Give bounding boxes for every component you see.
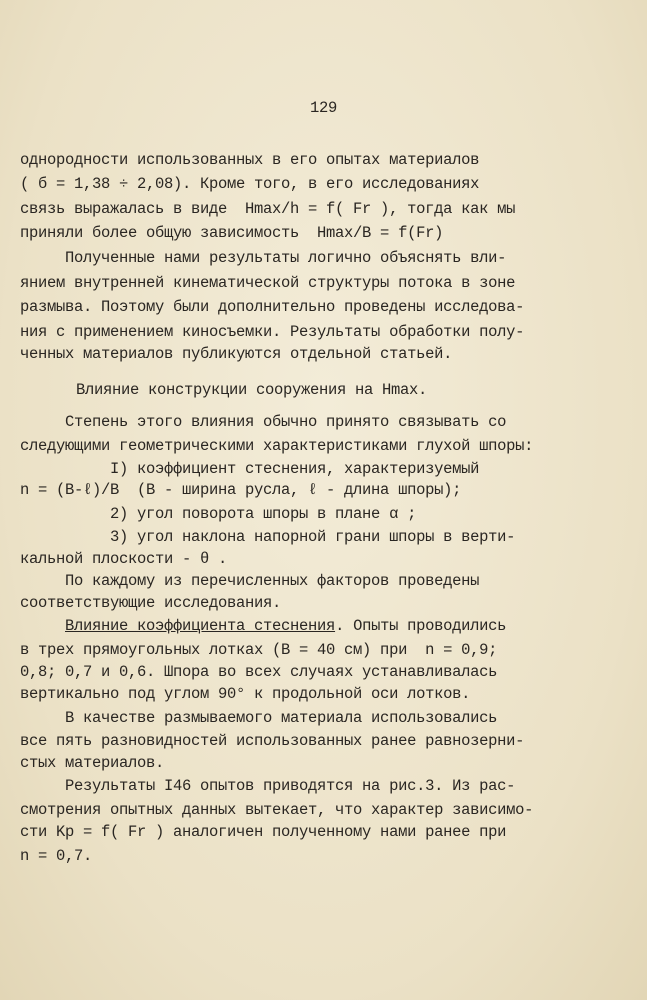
text-line: 0,8; 0,7 и 0,6. Шпора во всех случаях устанавливалась bbox=[20, 663, 498, 681]
text-line: янием внутренней кинематической структуры потока в зоне bbox=[20, 274, 516, 292]
text-line: По каждому из перечисленных факторов проведены bbox=[20, 572, 480, 590]
text-line: размыва. Поэтому были дополнительно проведены исследова- bbox=[20, 298, 525, 316]
text-line: все пять разновидностей использованных ранее равнозерни- bbox=[20, 732, 525, 750]
text-line: следующими геометрическими характеристиками глухой шпоры: bbox=[20, 437, 534, 455]
underlined-subheading: Влияние коэффициента стеснения bbox=[65, 617, 336, 635]
text-line: В качестве размываемого материала использовались bbox=[20, 709, 498, 727]
text-line: ния с применением киносъемки. Результаты обработки полу- bbox=[20, 323, 525, 341]
text-line: Полученные нами результаты логично объяснять вли- bbox=[20, 249, 507, 267]
text-line: 2) угол поворота шпоры в плане α ; bbox=[20, 505, 417, 523]
text-line: соответствующие исследования. bbox=[20, 594, 282, 612]
text-line: связь выражалась в виде Hmax/h = f( Fr ), тогда как мы bbox=[20, 200, 516, 218]
text-line: 3) угол наклона напорной грани шпоры в верти- bbox=[20, 528, 516, 546]
text-line: сти Kр = f( Fr ) аналогичен полученному нами ранее при bbox=[20, 823, 507, 841]
text-line: Результаты I46 опытов приводятся на рис.3. Из рас- bbox=[20, 777, 516, 795]
text-line: I) коэффициент стеснения, характеризуемый bbox=[20, 460, 480, 478]
text-line: однородности использованных в его опытах материалов bbox=[20, 151, 480, 169]
text-line: n = (B-ℓ)/B (B - ширина русла, ℓ - длина шпоры); bbox=[20, 481, 462, 499]
text-line: стых материалов. bbox=[20, 754, 165, 772]
text-line: кальной плоскости - θ . bbox=[20, 550, 228, 568]
text-fragment: . Опыты проводились bbox=[335, 617, 507, 635]
text-line: Степень этого влияния обычно принято связывать со bbox=[20, 413, 507, 431]
text-line bbox=[20, 616, 506, 636]
text-line: ( б = 1,38 ÷ 2,08). Кроме того, в его исследованиях bbox=[20, 175, 480, 193]
text-line: ченных материалов публикуются отдельной статьей. bbox=[20, 345, 453, 363]
text-line: n = 0,7. bbox=[20, 847, 93, 865]
text-line: в трех прямоугольных лотках (B = 40 см) при n = 0,9; bbox=[20, 641, 498, 659]
section-heading: Влияние конструкции сооружения на Hmax. bbox=[76, 381, 428, 399]
indent bbox=[20, 617, 65, 635]
page-number: 129 bbox=[309, 99, 337, 117]
text-line: вертикально под углом 90° к продольной оси лотков. bbox=[20, 685, 471, 703]
text-line: приняли более общую зависимость Hmax/B = f(Fr) bbox=[20, 224, 444, 242]
text-line: смотрения опытных данных вытекает, что характер зависимо- bbox=[20, 801, 534, 819]
